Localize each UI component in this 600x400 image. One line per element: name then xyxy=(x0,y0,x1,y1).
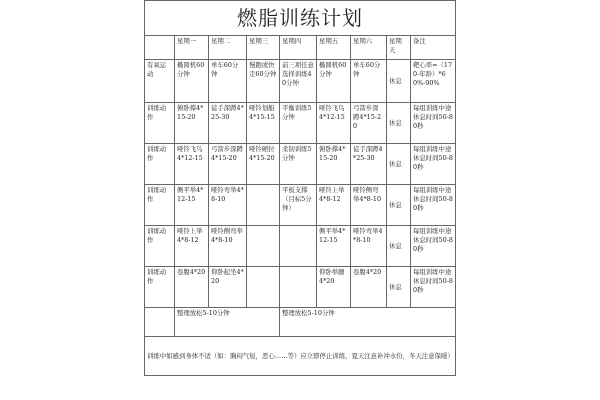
cell-fri: 俯卧撑4*15-20 xyxy=(317,144,351,185)
exercise-row xyxy=(145,267,456,308)
cell-fri: 哑铃飞鸟4*12-15 xyxy=(317,103,351,144)
header-sun: 星期天 xyxy=(387,36,411,60)
cell-thu: 前三项任意选择训练40分钟 xyxy=(280,60,317,103)
cell-wed xyxy=(247,185,280,226)
cell-thu: 柔韧训练5分钟 xyxy=(280,144,317,185)
training-plan-table xyxy=(144,0,456,376)
exercise-row xyxy=(145,226,456,267)
cell-thu xyxy=(280,267,317,308)
cell-sun: 休息 xyxy=(387,144,411,185)
training-plan-sheet xyxy=(144,0,455,400)
cell-mon: 俯卧撑4*15-20 xyxy=(175,103,209,144)
cell-thu: 平衡训练5分钟 xyxy=(280,103,317,144)
exercise-row xyxy=(145,103,456,144)
cell-wed: 哑铃划船4*15-15 xyxy=(247,103,280,144)
stretch-row xyxy=(145,308,456,337)
cell-fri: 仰卧举腿4*20 xyxy=(317,267,351,308)
footnote: 训练中如感到身体不适（如：胸闷气短，恶心……等）应立即停止训练，夏天注意补冲水份，冬天注意保暖） xyxy=(145,337,456,376)
cell-fri: 椭圆机60分钟 xyxy=(317,60,351,103)
cell-sun: 休息 xyxy=(387,226,411,267)
cell-mon: 侧平举4*12-15 xyxy=(175,185,209,226)
cell-fri: 哑铃上举4*8-12 xyxy=(317,185,351,226)
cell-sun: 休息 xyxy=(387,267,411,308)
cell-fri: 侧平举4*12-15 xyxy=(317,226,351,267)
cell-sat: 哑铃侧弯举4*8-10 xyxy=(351,185,387,226)
cell-wed xyxy=(247,226,280,267)
row-label: 有氧运动 xyxy=(145,60,175,103)
cell-tue: 单车60分钟 xyxy=(209,60,247,103)
cell-sun: 休息 xyxy=(387,60,411,103)
cell-tue: 弓箭步深蹲4*15-20 xyxy=(209,144,247,185)
header-fri: 星期五 xyxy=(317,36,351,60)
cell-note: 每组训练中途休息时间50-80秒 xyxy=(411,226,456,267)
cell-note: 每组训练中途休息时间50-80秒 xyxy=(411,144,456,185)
cell-sat: 徒手深蹲4*25-30 xyxy=(351,144,387,185)
cell-mon: 哑铃飞鸟4*12-15 xyxy=(175,144,209,185)
cell-note: 每组训练中途休息时间50-80秒 xyxy=(411,103,456,144)
header-row xyxy=(145,36,456,60)
cell-tue: 哑铃弯举4*8-10 xyxy=(209,185,247,226)
exercise-row xyxy=(145,185,456,226)
header-wed: 星期三 xyxy=(247,36,280,60)
header-mon: 星期一 xyxy=(175,36,209,60)
row-label: 训练动作 xyxy=(145,144,175,185)
cell-mon: 哑铃上举4*8-12 xyxy=(175,226,209,267)
cell-sat: 单车60分钟 xyxy=(351,60,387,103)
cell-sat: 哑铃弯举4*8-10 xyxy=(351,226,387,267)
cell-thu: 平板支撑（目标5分钟） xyxy=(280,185,317,226)
cell-wed: 慢跑或快走60分钟 xyxy=(247,60,280,103)
cell-sat: 卷腹4*20 xyxy=(351,267,387,308)
cell-sun: 休息 xyxy=(387,103,411,144)
row-label: 训练动作 xyxy=(145,226,175,267)
page-title: 燃脂训练计划 xyxy=(145,1,456,36)
header-tue: 星期二 xyxy=(209,36,247,60)
cell-mon: 椭圆机60分钟 xyxy=(175,60,209,103)
cell-wed xyxy=(247,267,280,308)
cell-tue: 徒手深蹲4*25-30 xyxy=(209,103,247,144)
stretch-cell-a: 整理放松5-10分钟 xyxy=(175,308,280,337)
header-thu: 星期四 xyxy=(280,36,317,60)
row-label: 训练动作 xyxy=(145,185,175,226)
cell-thu xyxy=(280,226,317,267)
cell-tue: 仰卧起坐4*20 xyxy=(209,267,247,308)
stretch-cell-b: 整理放松5-10分钟 xyxy=(280,308,456,337)
row-label: 训练动作 xyxy=(145,267,175,308)
header-sat: 星期六 xyxy=(351,36,387,60)
cell-sat: 弓箭步深蹲4*15-20 xyxy=(351,103,387,144)
cell-tue: 哑铃侧弯举4*8-10 xyxy=(209,226,247,267)
exercise-row xyxy=(145,144,456,185)
header-note: 备注 xyxy=(411,36,456,60)
cell-note: 每组训练中途休息时间50-80秒 xyxy=(411,267,456,308)
cell-note: 每组训练中途休息时间50-80秒 xyxy=(411,185,456,226)
stretch-blank xyxy=(145,308,175,337)
cell-sun: 休息 xyxy=(387,185,411,226)
header-blank xyxy=(145,36,175,60)
cell-note: 靶心率=（170-年龄）*60%-90% xyxy=(411,60,456,103)
cell-wed: 哑铃硬拉4*15-20 xyxy=(247,144,280,185)
cardio-row xyxy=(145,60,456,103)
row-label: 训练动作 xyxy=(145,103,175,144)
cell-mon: 卷腹4*20 xyxy=(175,267,209,308)
footnote-row xyxy=(145,337,456,376)
